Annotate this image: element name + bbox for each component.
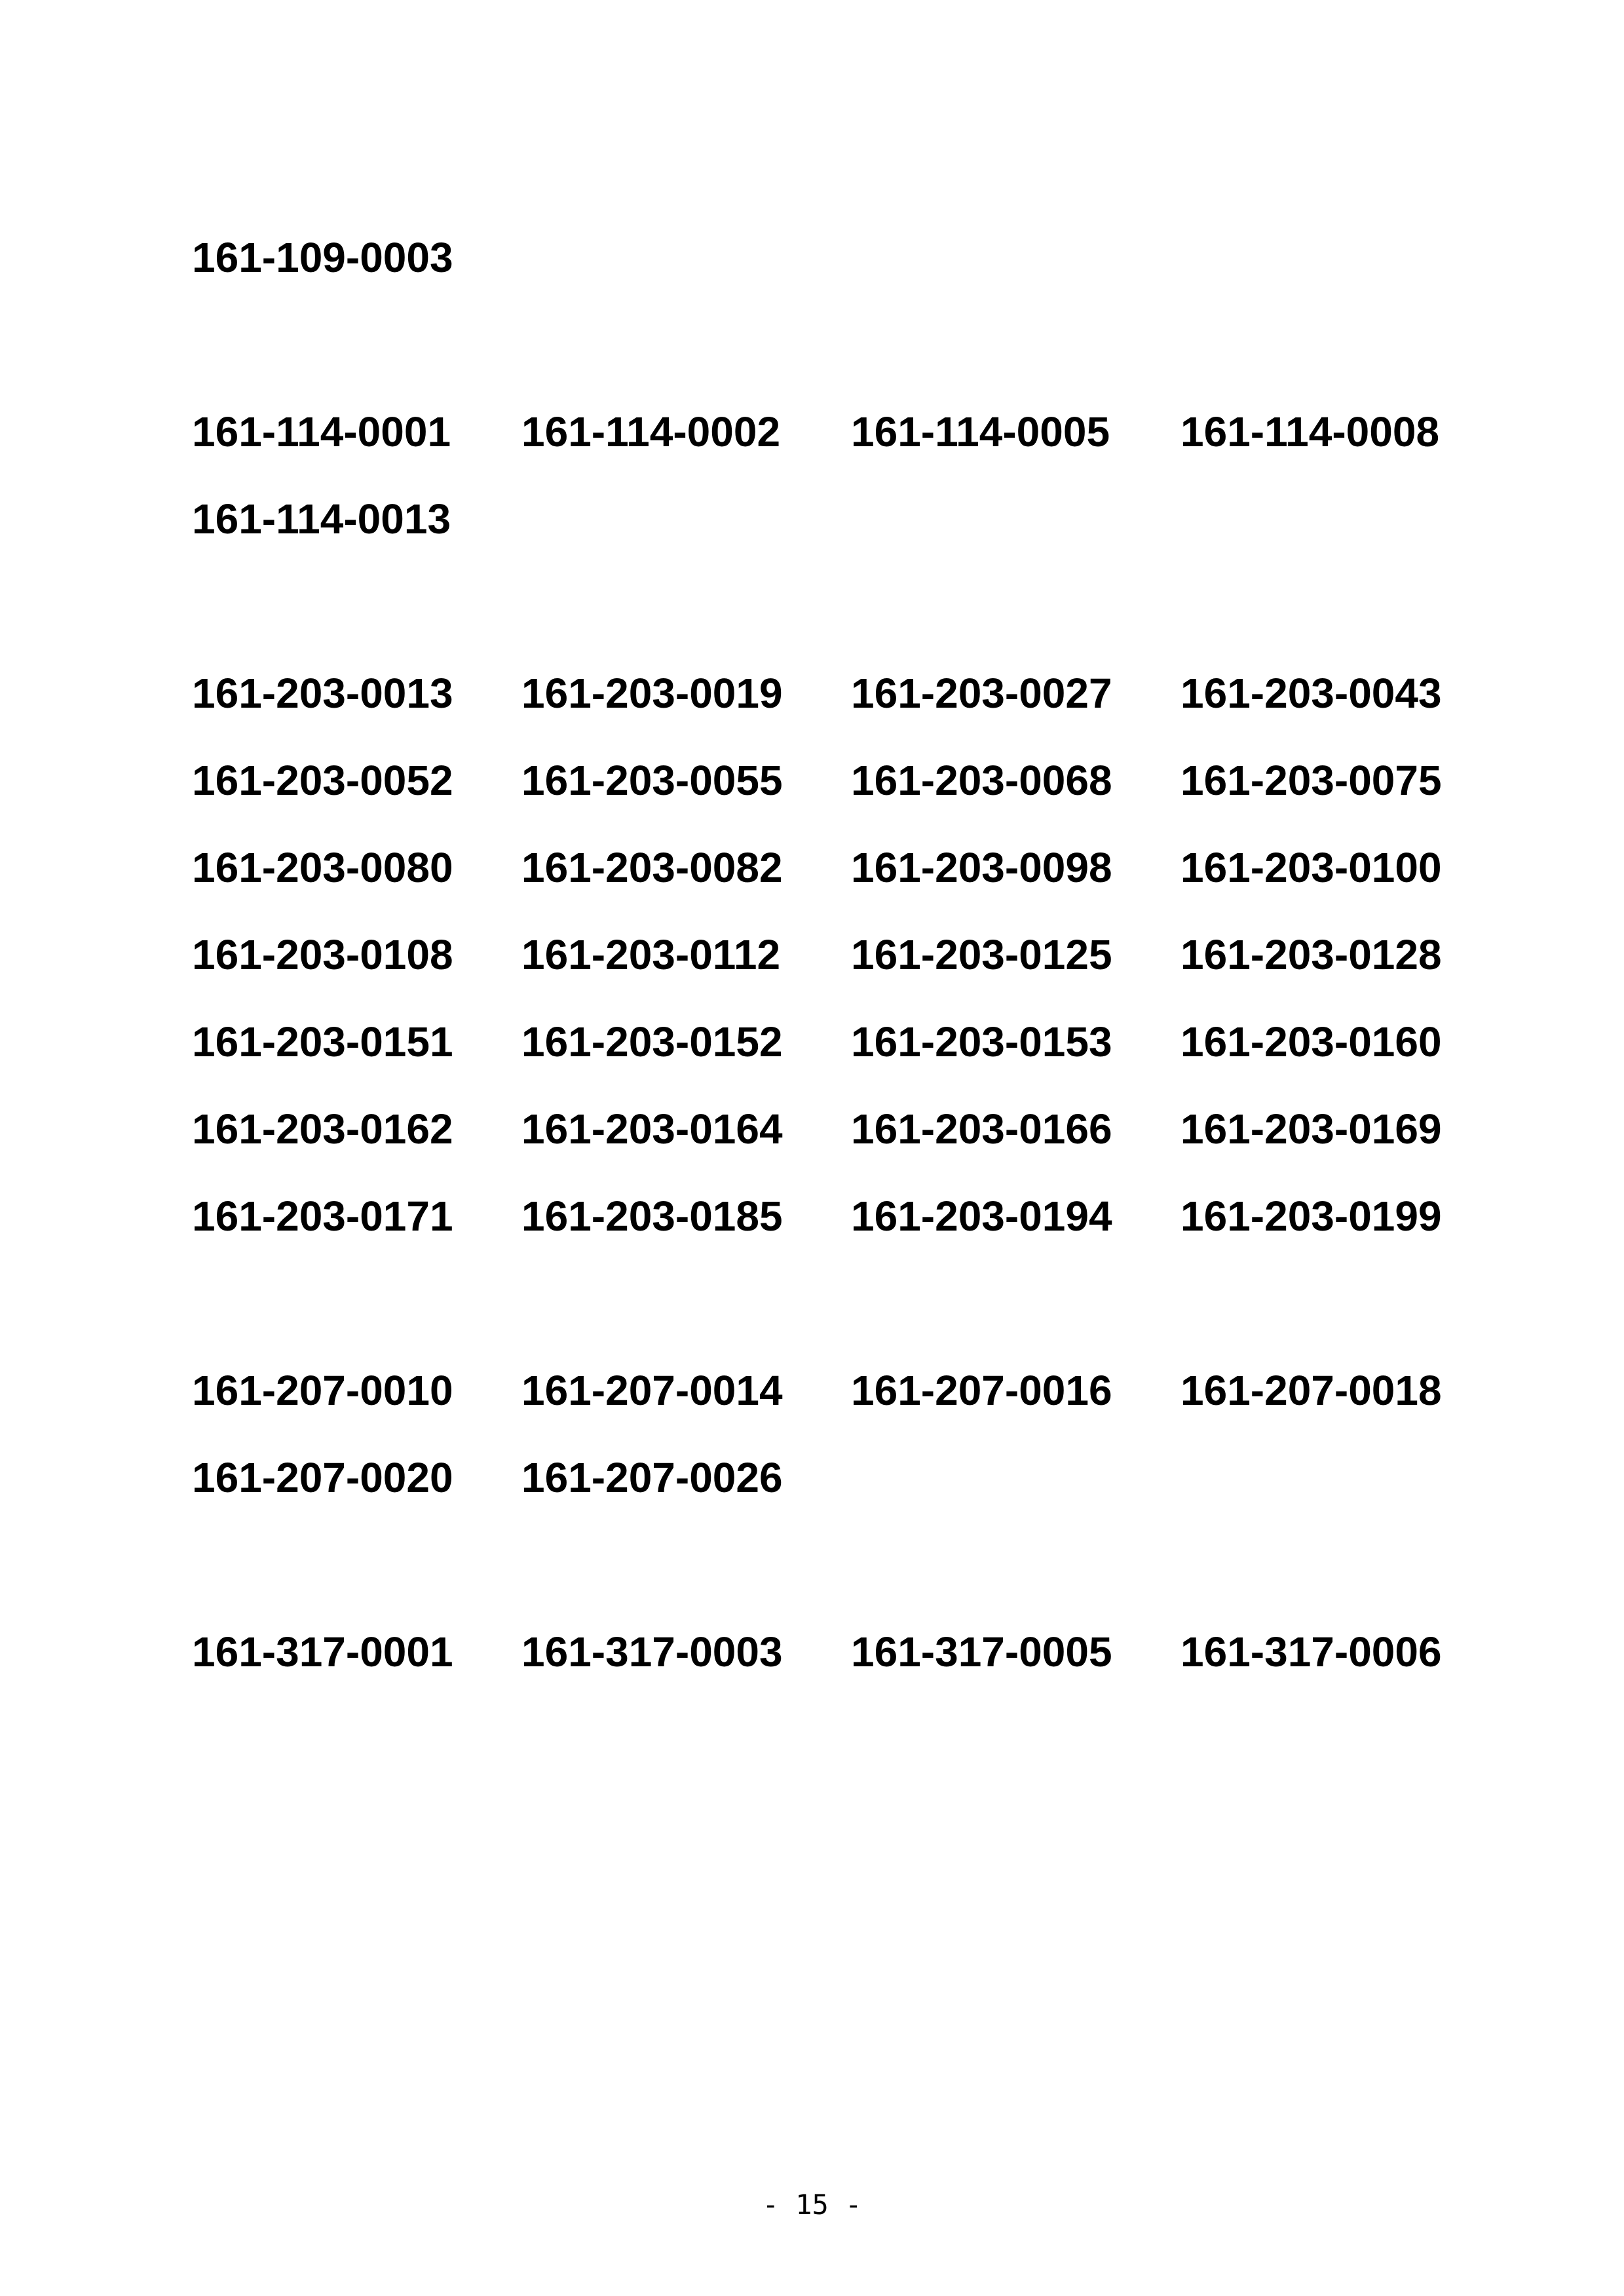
code-row (192, 998, 1469, 1085)
code-row (192, 214, 1469, 301)
code-row (192, 1347, 1469, 1434)
code-item: 161-203-0164 (521, 1105, 783, 1153)
code-row (192, 475, 1469, 562)
code-row (192, 911, 1469, 998)
code-item: 161-109-0003 (192, 233, 453, 281)
code-item: 161-203-0166 (851, 1105, 1112, 1153)
code-item: 161-207-0014 (521, 1366, 783, 1414)
code-item: 161-203-0185 (521, 1192, 783, 1240)
code-list (192, 214, 1469, 1782)
code-item: 161-207-0010 (192, 1366, 453, 1414)
code-item: 161-114-0001 (192, 408, 451, 455)
code-item: 161-203-0162 (192, 1105, 453, 1153)
code-item: 161-203-0027 (851, 669, 1112, 717)
code-row (192, 388, 1469, 475)
code-item: 161-203-0098 (851, 843, 1112, 891)
code-row (192, 649, 1469, 737)
code-item: 161-203-0052 (192, 756, 453, 804)
code-item: 161-317-0001 (192, 1628, 453, 1675)
code-item: 161-203-0194 (851, 1192, 1112, 1240)
page-number: - 15 - (762, 2189, 862, 2221)
code-item: 161-317-0005 (851, 1628, 1112, 1675)
code-item: 161-114-0008 (1180, 408, 1440, 455)
code-row (192, 824, 1469, 911)
code-item: 161-203-0171 (192, 1192, 453, 1240)
code-item: 161-203-0108 (192, 930, 453, 978)
code-row (192, 1608, 1469, 1695)
code-group (192, 214, 1469, 301)
code-item: 161-317-0003 (521, 1628, 783, 1675)
code-row (192, 737, 1469, 824)
code-item: 161-203-0019 (521, 669, 783, 717)
code-item: 161-203-0125 (851, 930, 1112, 978)
code-row (192, 1172, 1469, 1259)
code-item: 161-203-0151 (192, 1018, 453, 1065)
code-item: 161-114-0005 (851, 408, 1110, 455)
code-item: 161-207-0018 (1180, 1366, 1442, 1414)
code-item: 161-203-0068 (851, 756, 1112, 804)
code-item: 161-203-0100 (1180, 843, 1442, 891)
code-item: 161-207-0026 (521, 1453, 783, 1501)
code-item: 161-203-0055 (521, 756, 783, 804)
code-item: 161-114-0013 (192, 495, 451, 543)
code-item: 161-203-0080 (192, 843, 453, 891)
code-item: 161-203-0152 (521, 1018, 783, 1065)
code-group (192, 388, 1469, 562)
code-group (192, 1608, 1469, 1695)
code-item: 161-207-0020 (192, 1453, 453, 1501)
code-item: 161-203-0075 (1180, 756, 1442, 804)
code-item: 161-203-0128 (1180, 930, 1442, 978)
code-group (192, 649, 1469, 1259)
code-item: 161-203-0043 (1180, 669, 1442, 717)
code-item: 161-317-0006 (1180, 1628, 1442, 1675)
code-item: 161-203-0160 (1180, 1018, 1442, 1065)
code-item: 161-203-0013 (192, 669, 453, 717)
code-item: 161-203-0112 (521, 930, 781, 978)
code-item: 161-203-0153 (851, 1018, 1112, 1065)
code-item: 161-203-0169 (1180, 1105, 1442, 1153)
code-row (192, 1085, 1469, 1172)
code-item: 161-203-0199 (1180, 1192, 1442, 1240)
code-item: 161-203-0082 (521, 843, 783, 891)
code-group (192, 1347, 1469, 1521)
code-item: 161-114-0002 (521, 408, 781, 455)
code-row (192, 1434, 1469, 1521)
code-item: 161-207-0016 (851, 1366, 1112, 1414)
